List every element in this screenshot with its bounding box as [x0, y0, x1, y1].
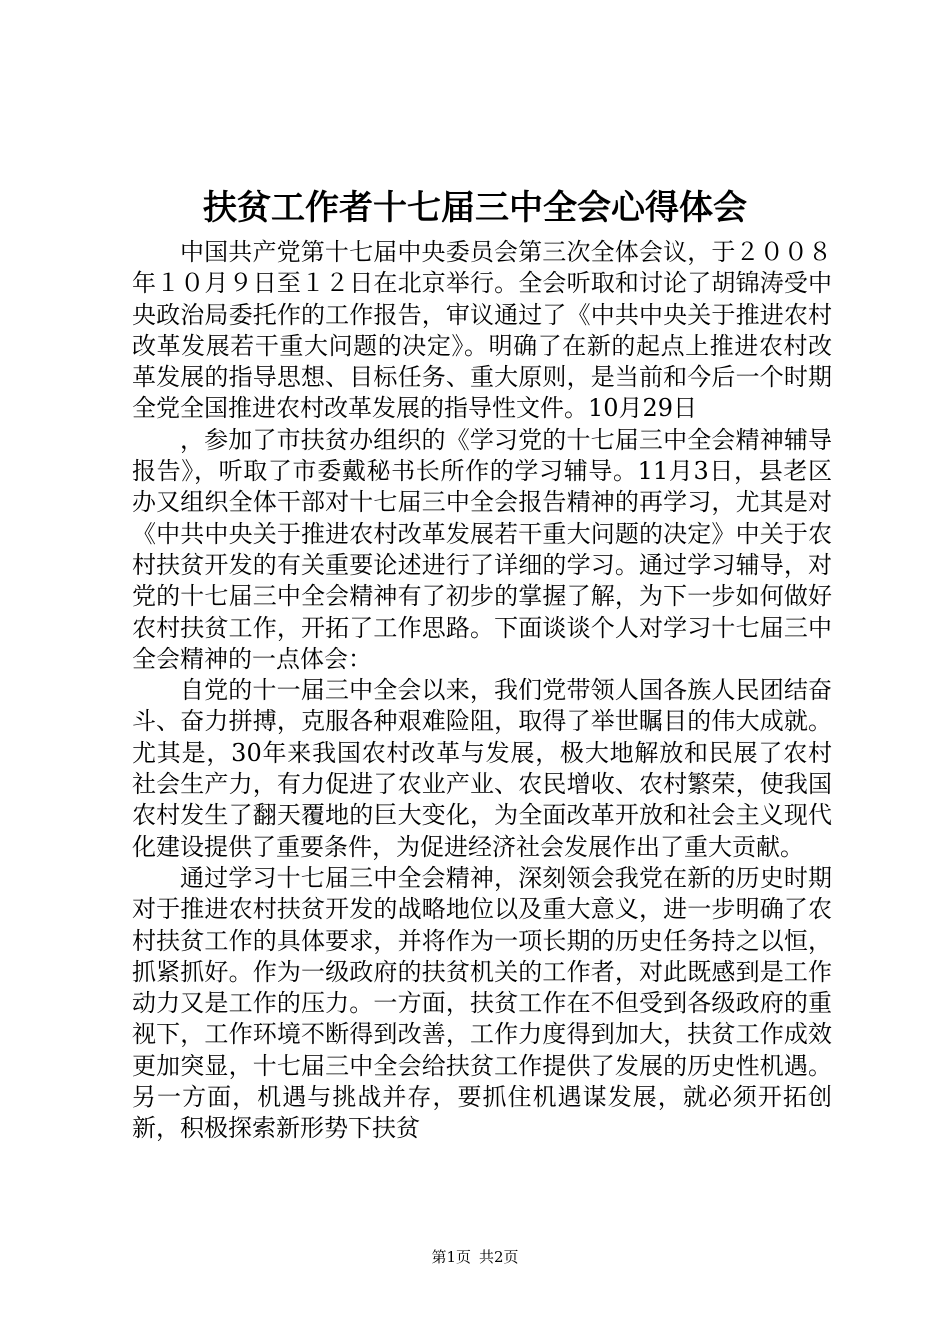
paragraph-3: 自党的十一届三中全会以来，我们党带领人国各族人民团结奋斗、奋力拼搏，克服各种艰难险阻，取得了举世瞩目的伟大成就。尤其是，30年来我国农村改革与发展，极大地解放和民展了农村社会生产力，有力促进了农业产业、农民增收、农村繁荣，使我国农村发生了翻天覆地的巨大变化，为全面改革开放和社会主义现代化建设提供了重要条件，为促进经济社会发展作出了重大贡献。: [132, 676, 832, 861]
document-title: 扶贫工作者十七届三中全会心得体会: [203, 188, 747, 228]
document-body: [132, 237, 832, 1145]
page-total: 共2页: [479, 1248, 519, 1266]
paragraph-4: 通过学习十七届三中全会精神，深刻领会我党在新的历史时期对于推进农村扶贫开发的战略地位以及重大意义，进一步明确了农村扶贫工作的具体要求，并将作为一项长期的历史任务持之以恒，抓紧抓好。作为一级政府的扶贫机关的工作者，对此既感到是工作动力又是工作的压力。一方面，扶贫工作在不但受到各级政府的重视下，工作环境不断得到改善，工作力度得到加大，扶贫工作成效更加突显，十七届三中全会给扶贫工作提供了发展的历史性机遇。另一方面，机遇与挑战并存，要抓住机遇谋发展，就必须开拓创新，积极探索新形势下扶贫: [132, 863, 832, 1143]
paragraph-1: 中国共产党第十七届中央委员会第三次全体会议，于２００８年１０月９日至１２日在北京举行。全会听取和讨论了胡锦涛受中央政治局委托作的工作报告，审议通过了《中共中央关于推进农村改革发展若干重大问题的决定》。明确了在新的起点上推进农村改革发展的指导思想、目标任务、重大原则，是当前和今后一个时期全党全国推进农村改革发展的指导性文件。10月29日: [132, 238, 832, 423]
paragraph-2: ，参加了市扶贫办组织的《学习党的十七届三中全会精神辅导报告》，听取了市委戴秘书长所作的学习辅导。11月3日，县老区办又组织全体干部对十七届三中全会报告精神的再学习，尤其是对《中共中央关于推进农村改革发展若干重大问题的决定》中关于农村扶贫开发的有关重要论述进行了详细的学习。通过学习辅导，对党的十七届三中全会精神有了初步的掌握了解，为下一步如何做好农村扶贫工作，开拓了工作思路。下面谈谈个人对学习十七届三中全会精神的一点体会：: [132, 425, 832, 673]
page-footer: [0, 1247, 950, 1267]
page-number: 第1页: [431, 1248, 471, 1266]
